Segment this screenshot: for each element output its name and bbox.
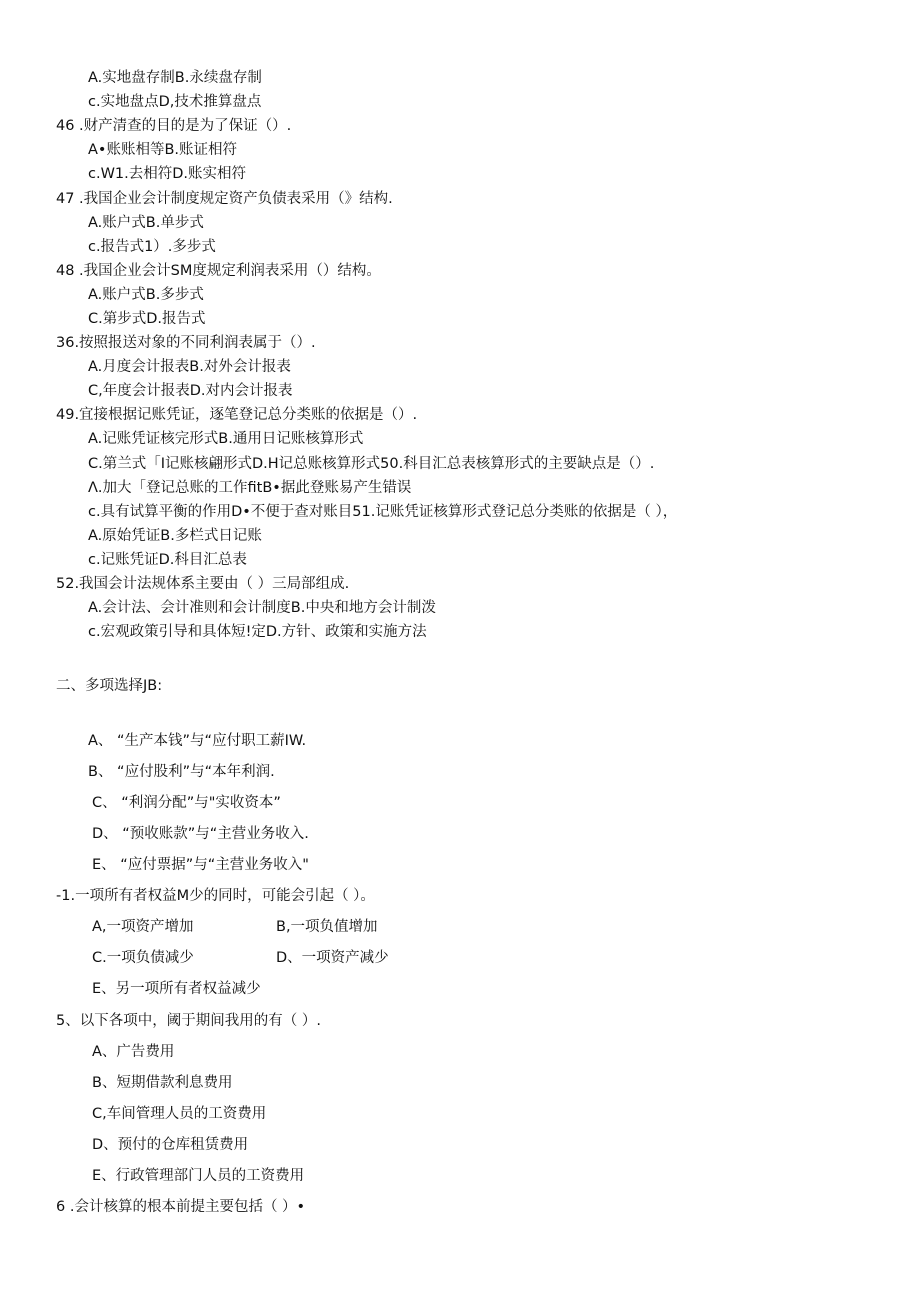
option-line: Λ.加大「登记总账的工作fitB•据此登账易产生错误 [88,480,412,496]
option-line-question-51: c.具有试算平衡的作用D•不便于查对账目51.记账凭证核算形式登记总分类账的依据是（ ）， [88,504,678,520]
question-6: 6 .会计核算的根本前提主要包括（ ）• [56,1199,306,1215]
option-line: c.W1.去相符D.账实相符 [88,166,247,182]
option-line: C,年度会计报表D.对内会计报表 [88,383,293,399]
option-line: c.报告式1）.多步式 [88,239,216,255]
option-line: c.记账凭证D.科目汇总表 [88,552,247,568]
option-b: B,一项负值增加 [276,919,378,935]
option-line: c.实地盘点D,技术推算盘点 [88,94,262,110]
section-heading: 二、多项选择JB: [56,678,163,694]
option-line-question-50: C.第兰式「I记账核翩形式D.H记总账核算形式50.科目汇总表核算形式的主要缺点是（）. [88,456,655,472]
question-5: 5、以下各项中，阈于期间我用的有（ ）. [56,1013,321,1029]
question-36: 36.按照报送对象的不同利润表属于（）. [56,335,316,351]
option-d: D、预付的仓库租赁费用 [92,1137,249,1153]
option-line: A.月度会计报表B.对外会计报表 [88,359,291,375]
question-52: 52.我国会计法规体系主要由（ ）三局部组成. [56,576,350,592]
option-c: C.一项负债减少 [92,950,194,966]
question-47: 47 .我国企业会计制度规定资产负债表采用（》结构. [56,191,393,207]
option-line: C.第步式D.报告式 [88,311,206,327]
option-a: A、广告费用 [92,1044,175,1060]
question-49: 49.宜接根据记账凭证，逐笔登记总分类账的依据是（）. [56,407,418,423]
question-48: 48 .我国企业会计SM度规定利润表采用（）结构。 [56,263,381,279]
option-line: c.宏观政策引导和具体短!定D.方针、政策和实施方法 [88,624,427,640]
option-line: A.实地盘存制B.永续盘存制 [88,70,262,86]
question-4: -1.一项所有者权益M少的同时，可能会引起（ ）。 [56,888,375,904]
option-line: A.账户式B.单步式 [88,215,204,231]
option-line: D、 “预收账款”与“主营业务收入. [92,826,309,842]
option-b: B、短期借款利息费用 [92,1075,233,1091]
option-c: C,车间管理人员的工资费用 [92,1106,267,1122]
option-line: B、 “应付股利”与“本年利润. [88,764,275,780]
option-line: A•账账相等B.账证相符 [88,142,238,158]
option-line: A.原始凭证B.多栏式日记账 [88,528,262,544]
option-line: A.会计法、会计准则和会计制度B.中央和地方会计制泼 [88,600,436,616]
option-line: A.账户式B.多步式 [88,287,204,303]
option-d: D、一项资产减少 [276,950,389,966]
option-line: A、 “生产本钱”与“应付职工薪IW. [88,733,307,749]
option-line: A.记账凭证核完形式B.通用日记账核算形式 [88,431,364,447]
option-line: E、 “应付票据”与“主营业务收入" [92,857,309,873]
option-line: C、 “利润分配”与"实收资本” [92,795,281,811]
question-46: 46 .财产清查的目的是为了保证（）. [56,118,292,134]
option-e: E、行政管理部门人员的工资费用 [92,1168,305,1184]
option-a: A,一项资产增加 [92,919,194,935]
option-e: E、另一项所有者权益减少 [92,981,261,997]
